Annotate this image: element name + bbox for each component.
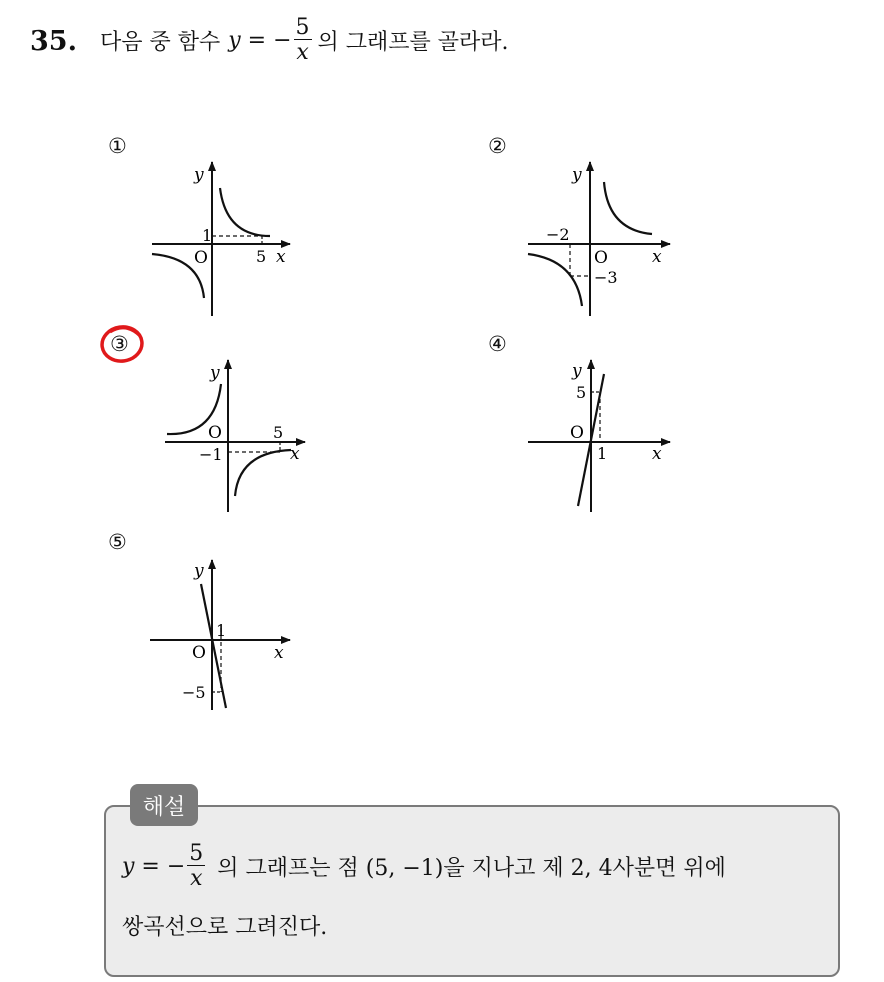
- option-4-graph[interactable]: [520, 350, 680, 520]
- question-text-after: 의 그래프를 골라라.: [317, 30, 509, 56]
- question-text: [100, 16, 509, 65]
- option-1-graph[interactable]: [140, 150, 300, 320]
- solution-line-2: 쌍곡선으로 그려진다.: [122, 915, 328, 940]
- tick-label: 1: [202, 226, 213, 245]
- fraction-numerator: 5: [295, 15, 310, 40]
- fraction-numerator: 5: [189, 841, 204, 866]
- option-4-label[interactable]: ④: [488, 332, 507, 356]
- option-3-graph[interactable]: [155, 350, 315, 520]
- solution-tag: 해설: [130, 784, 198, 826]
- question-number: 35.: [30, 26, 77, 57]
- y-axis-label: y: [572, 361, 582, 381]
- x-axis-label: x: [276, 247, 286, 267]
- curve: [528, 254, 582, 306]
- tick-label: 1: [597, 444, 608, 463]
- selected-answer-circle-icon: [96, 318, 152, 370]
- solution-line-1-text: 의 그래프는 점 (5, −1)을 지나고 제 2, 4사분면 위에: [217, 856, 726, 882]
- option-2-graph[interactable]: [520, 150, 680, 320]
- tick-label: −5: [182, 683, 206, 702]
- y-axis-label: y: [572, 165, 582, 185]
- origin-label: O: [192, 643, 206, 663]
- x-axis-label: x: [290, 444, 300, 464]
- solution-fraction: [187, 842, 205, 891]
- x-axis-label: x: [652, 247, 662, 267]
- option-5-graph[interactable]: [140, 550, 300, 720]
- tick-label: 5: [576, 383, 587, 402]
- x-axis-label: x: [274, 643, 284, 663]
- origin-label: O: [194, 248, 208, 268]
- tick-label: −1: [199, 445, 223, 464]
- question-fraction: [294, 16, 312, 65]
- x-axis-label: x: [652, 444, 662, 464]
- option-3-label[interactable]: ③: [110, 332, 129, 356]
- origin-label: O: [570, 423, 584, 443]
- origin-label: O: [594, 248, 608, 268]
- option-1-label[interactable]: ①: [108, 134, 127, 158]
- tick-label: 5: [256, 247, 267, 266]
- solution-equation-lhs: y = −: [122, 854, 186, 880]
- tick-label: −3: [594, 268, 618, 287]
- curve: [604, 182, 652, 234]
- tick-label: −2: [546, 225, 570, 244]
- fraction-denominator: x: [296, 40, 309, 66]
- solution-line-1: [122, 842, 726, 891]
- question-text-before: 다음 중 함수: [100, 30, 221, 56]
- option-2-label[interactable]: ②: [488, 134, 507, 158]
- option-5-label[interactable]: ⑤: [108, 530, 127, 554]
- y-axis-label: y: [194, 165, 204, 185]
- curve: [235, 450, 291, 496]
- tick-label: 5: [273, 423, 284, 442]
- fraction-denominator: x: [190, 866, 203, 892]
- curve: [220, 188, 270, 236]
- tick-label: 1: [216, 621, 227, 640]
- origin-label: O: [208, 423, 222, 443]
- y-axis-label: y: [194, 561, 204, 581]
- y-axis-label: y: [210, 363, 220, 383]
- question-equation-lhs: y = −: [228, 28, 292, 54]
